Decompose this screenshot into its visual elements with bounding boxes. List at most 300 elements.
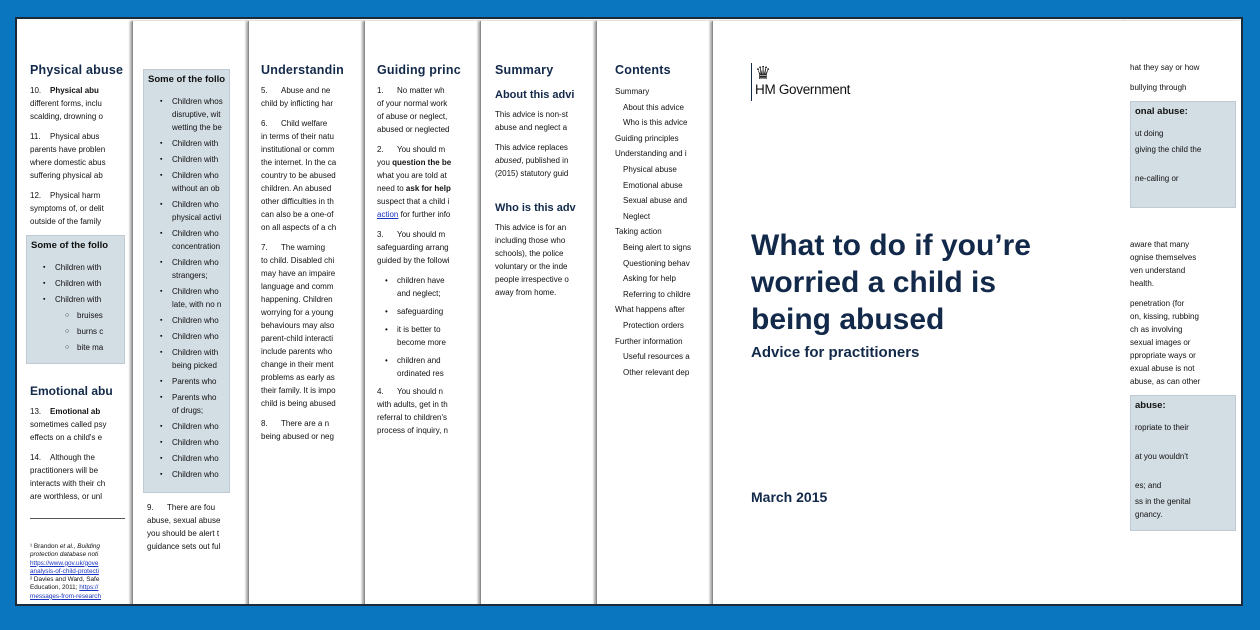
paragraph <box>1130 238 1236 290</box>
text-line: You should n <box>397 387 443 396</box>
text-line: health. <box>1130 279 1155 288</box>
highlight-box <box>1130 395 1236 531</box>
text-line: safeguarding arrang <box>377 243 449 252</box>
text-line: ▪ Children who <box>172 316 219 325</box>
text-line: ▪ Children with <box>55 295 102 304</box>
text-line: on, kissing, rubbing <box>1130 312 1199 321</box>
coat-of-arms-icon: ♛ <box>755 63 772 83</box>
bullet-item <box>377 305 461 318</box>
text-line: you should be alert t <box>147 529 220 538</box>
bullet-item <box>148 391 225 417</box>
text-line: of abuse or neglect, <box>377 112 448 121</box>
link[interactable]: action <box>377 210 399 219</box>
contents-entry[interactable]: Who is this advice <box>623 118 688 128</box>
highlight-box <box>26 235 125 364</box>
text-line: Abuse and ne <box>281 86 331 95</box>
bullet-item <box>1135 143 1231 169</box>
text-line <box>30 568 125 576</box>
highlight-box <box>1130 101 1236 208</box>
paragraph-number: 13. <box>30 407 42 416</box>
bullet-item <box>148 227 225 253</box>
paragraph <box>261 417 344 443</box>
text-line: wetting the be <box>172 123 222 132</box>
text-line: penetration (for <box>1130 299 1185 308</box>
text-line: ch as involving <box>1130 325 1183 334</box>
text-line <box>377 208 461 221</box>
text-segment: , published in <box>521 156 569 165</box>
link[interactable]: messages-from-research <box>30 592 102 600</box>
paragraph-number: 2. <box>377 145 384 154</box>
paragraph <box>1130 297 1236 388</box>
text-line: away from home. <box>495 288 557 297</box>
text-line: ▪ Children with <box>172 139 219 148</box>
bullet-item <box>1135 172 1231 198</box>
subsection-heading: Who is this adv <box>495 202 576 214</box>
text-line: This advice is non-st <box>495 110 568 119</box>
text-line: being picked <box>172 361 217 370</box>
link[interactable]: https://www.gov.uk/gove <box>30 559 99 567</box>
text-line <box>30 84 125 97</box>
title-line: worried a child is <box>751 266 997 299</box>
bullet-item <box>148 375 225 388</box>
bullet-item <box>377 323 461 349</box>
contents-entry[interactable]: Referring to childre <box>623 289 691 299</box>
text-line <box>377 385 461 398</box>
text-line: worrying for a young <box>261 308 334 317</box>
text-line: es; and <box>1135 481 1162 490</box>
text-line <box>377 143 461 156</box>
text-line <box>377 156 461 169</box>
paragraph-number: 1. <box>377 86 384 95</box>
paragraph <box>30 189 125 228</box>
text-line: their family. It is impo <box>261 386 336 395</box>
text-line: • children have <box>397 276 445 285</box>
logo-text: HM Government <box>755 82 851 97</box>
text-line: voluntary or the inde <box>495 262 568 271</box>
contents-entry[interactable]: Protection orders <box>623 320 684 330</box>
text-line: of your normal work <box>377 99 448 108</box>
text-line: ut doing <box>1135 129 1164 138</box>
text-line: including those who <box>495 236 566 245</box>
text-line: at you wouldn't <box>1135 452 1189 461</box>
section-heading: Physical abuse <box>30 63 124 77</box>
text-line: happening. Children <box>261 295 333 304</box>
text-line: ▪ Children who <box>172 200 219 209</box>
text-line: ▪ Children who <box>172 454 219 463</box>
text-line: outside of the family <box>30 217 102 226</box>
paragraph <box>495 221 576 299</box>
text-line: ropriate to their <box>1135 423 1189 432</box>
text-line <box>30 189 125 202</box>
text-line: and neglect; <box>397 289 441 298</box>
text-line: sometimes called psy <box>30 420 107 429</box>
bullet-item <box>148 137 225 150</box>
text-line: institutional or comm <box>261 145 335 154</box>
text-line: There are a n <box>281 419 330 428</box>
text-line: effects on a child's e <box>30 433 103 442</box>
text-line: country to be abused <box>261 171 336 180</box>
bullet-item <box>148 452 225 465</box>
contents-entry[interactable]: What happens after <box>615 305 685 315</box>
bullet-item <box>31 277 120 290</box>
text-line <box>261 417 344 430</box>
text-line <box>1135 185 1231 198</box>
text-line: ○ burns c <box>77 327 104 336</box>
paragraph <box>30 84 125 123</box>
text-line: aware that many <box>1130 240 1190 249</box>
paragraph-number: 9. <box>147 503 154 512</box>
text-line: ss in the genital <box>1135 497 1191 506</box>
text-line: ² Davies and Ward, Safe <box>30 576 100 584</box>
contents-entry[interactable]: Being alert to signs <box>623 242 692 252</box>
text-line <box>261 84 344 97</box>
contents-entry[interactable]: Neglect <box>623 211 651 221</box>
paragraph-number: 4. <box>377 387 384 396</box>
paragraph <box>495 141 576 180</box>
text-line: change in their ment <box>261 360 334 369</box>
text-line: abused or neglected <box>377 125 450 134</box>
page-summary <box>480 21 597 606</box>
bullet-item <box>148 169 225 195</box>
box-title: abuse: <box>1135 400 1166 411</box>
text-line: suffering physical ab <box>30 171 103 180</box>
text-line: include parents who <box>261 347 333 356</box>
text-line: ▪ Children with <box>55 279 102 288</box>
text-line <box>1135 434 1231 447</box>
text-segment: ¹ Brandon <box>30 543 60 550</box>
text-line: abuse, sexual abuse <box>147 516 221 525</box>
text-line: There are fou <box>167 503 216 512</box>
text-line: interacts with their ch <box>30 479 106 488</box>
box-title: Some of the follo <box>31 240 109 251</box>
text-line <box>495 154 576 167</box>
text-line: become more <box>397 338 446 347</box>
paragraph <box>1130 81 1236 94</box>
text-line: ven understand <box>1130 266 1186 275</box>
text-line: gnancy. <box>1135 510 1163 519</box>
bullet-item <box>148 153 225 166</box>
paragraph <box>1130 61 1236 74</box>
bullet-item <box>377 274 461 300</box>
page-sexual-abuse-partial <box>1125 21 1242 606</box>
bullet-item <box>148 468 225 481</box>
text-line: different forms, inclu <box>30 99 102 108</box>
text-line: with adults, get in th <box>377 400 448 409</box>
text-line: schools), the police <box>495 249 564 258</box>
document-subtitle: Advice for practitioners <box>751 344 920 361</box>
bullet-item <box>148 436 225 449</box>
paragraph <box>261 241 344 410</box>
link[interactable]: https:// <box>79 584 99 592</box>
text-line: parent-child interacti <box>261 334 334 343</box>
text-line: in terms of their natu <box>261 132 334 141</box>
contents-entry[interactable]: Sexual abuse and <box>623 196 688 206</box>
text-line <box>30 584 125 592</box>
paragraph <box>261 84 344 110</box>
text-line: guided by the followi <box>377 256 450 265</box>
title-line: being abused <box>751 303 945 336</box>
bullet-item <box>1135 479 1231 492</box>
bullet-item <box>1135 127 1231 140</box>
bullet-item <box>148 285 225 311</box>
text-line: referral to children's <box>377 413 447 422</box>
text-line <box>261 241 344 254</box>
text-line <box>50 407 100 416</box>
text-line: ▪ Children who <box>172 171 219 180</box>
text-line: suspect that a child i <box>377 197 450 206</box>
text-segment: et al., Building <box>59 543 100 550</box>
text-line: symptoms of, or delit <box>30 204 104 213</box>
bullet-item <box>1135 495 1231 521</box>
box-title: onal abuse: <box>1135 106 1188 117</box>
paragraph <box>377 84 461 136</box>
text-line: ognise themselves <box>1130 253 1197 262</box>
text-line <box>495 141 576 154</box>
text-line: ○ bite ma <box>77 343 104 352</box>
text-line: The warning <box>281 243 326 252</box>
contents-entry[interactable]: About this advice <box>623 102 684 112</box>
contents-entry[interactable]: Other relevant dep <box>623 367 690 377</box>
text-line: process of inquiry, n <box>377 426 448 435</box>
footnote-divider <box>30 518 125 519</box>
text-line: without an ob <box>172 184 220 193</box>
paragraph-number: 10. <box>30 86 42 95</box>
link[interactable]: analysis-of-child-protecti <box>30 567 99 575</box>
page-signs-of-abuse <box>132 21 249 606</box>
contents-entry[interactable]: Useful resources a <box>623 352 690 362</box>
contents-entry[interactable]: Summary <box>615 87 650 96</box>
text-line: other difficulties in th <box>261 197 334 206</box>
text-line <box>377 228 461 241</box>
footnotes <box>30 543 125 601</box>
text-line <box>50 86 99 95</box>
text-line: abuse, as can other <box>1130 377 1201 386</box>
bullet-item <box>148 314 225 327</box>
text-line: ▪ Children who <box>172 470 219 479</box>
text-line: the internet. In the ca <box>261 158 337 167</box>
paragraph <box>261 117 344 234</box>
text-line: parents have problen <box>30 145 106 154</box>
text-line: being abused or neg <box>261 432 334 441</box>
text-line: disruptive, wit <box>172 110 221 119</box>
text-line: child by inflicting har <box>261 99 334 108</box>
text-line: ▪ Children who <box>172 287 219 296</box>
hm-government-logo <box>751 63 850 101</box>
text-segment: ask for help <box>405 184 451 193</box>
text-line: strangers; <box>172 271 208 280</box>
text-segment: you <box>377 158 393 167</box>
paragraph-number: 8. <box>261 419 268 428</box>
page-understanding-abuse <box>248 21 365 606</box>
page-contents <box>596 21 713 606</box>
text-line <box>147 501 230 514</box>
document-page-montage <box>15 17 1243 606</box>
text-line: practitioners will be <box>30 466 99 475</box>
paragraph <box>377 228 461 267</box>
section-heading: Contents <box>615 63 671 77</box>
text-line: ▪ Children who <box>172 229 219 238</box>
page-guiding-principles <box>364 21 481 606</box>
contents-entry[interactable]: Emotional abuse <box>623 180 683 190</box>
text-line: physical activi <box>172 213 222 222</box>
contents-entry[interactable]: Further information <box>615 336 683 346</box>
box-title: Some of the follo <box>148 74 226 85</box>
text-segment: for further info <box>398 210 451 219</box>
text-line: exual abuse is not <box>1130 364 1195 373</box>
text-line <box>30 543 125 551</box>
text-line: ▪ Children with <box>172 348 219 357</box>
text-line: abuse and neglect a <box>495 123 568 132</box>
bullet-item <box>148 330 225 343</box>
text-line: giving the child the <box>1135 145 1202 154</box>
text-line: bullying through <box>1130 83 1187 92</box>
text-line: • children and <box>397 356 441 365</box>
text-line <box>30 551 125 559</box>
text-line: This advice is for an <box>495 223 567 232</box>
highlight-box <box>143 69 230 493</box>
bullet-item <box>377 354 461 380</box>
text-segment: Emotional ab <box>50 407 101 416</box>
text-line: on all aspects of a ch <box>261 223 337 232</box>
paragraph-number: 6. <box>261 119 268 128</box>
text-line: language and comm <box>261 282 334 291</box>
text-line: behaviours may also <box>261 321 335 330</box>
text-line <box>30 593 125 601</box>
bullet-item <box>31 325 120 338</box>
bullet-item <box>148 95 225 134</box>
text-line: what you are told at <box>377 171 447 180</box>
text-line: • safeguarding <box>397 307 444 316</box>
contents-entry[interactable]: Understanding and i <box>615 149 687 159</box>
text-line: ▪ Parents who <box>172 377 217 386</box>
text-line: ordinated res <box>397 369 444 378</box>
text-line: people irrespective o <box>495 275 569 284</box>
text-line: children. An abused <box>261 184 332 193</box>
text-line: ▪ Children who <box>172 258 219 267</box>
text-line: ppropriate ways or <box>1130 351 1196 360</box>
text-line <box>30 560 125 568</box>
text-line <box>30 405 125 418</box>
bullet-item <box>31 293 120 306</box>
text-line: where domestic abus <box>30 158 106 167</box>
paragraph <box>30 405 125 444</box>
contents-entry[interactable]: Taking action <box>615 227 662 237</box>
paragraph-number: 5. <box>261 86 268 95</box>
text-line: ▪ Children who <box>172 422 219 431</box>
paragraph <box>377 385 461 437</box>
text-line: You should m <box>397 145 446 154</box>
text-line: No matter wh <box>397 86 445 95</box>
text-line: ▪ Children who <box>172 438 219 447</box>
title-line: What to do if you’re <box>751 229 1031 262</box>
text-line <box>1135 463 1231 476</box>
text-line: Physical harm <box>50 191 101 200</box>
text-line <box>261 117 344 130</box>
paragraph <box>30 130 125 182</box>
text-line <box>377 84 461 97</box>
paragraph-number: 11. <box>30 132 41 141</box>
bullet-item <box>148 420 225 433</box>
text-line: • it is better to <box>397 325 441 334</box>
text-line: late, with no n <box>172 300 222 309</box>
paragraph <box>377 143 461 221</box>
text-line: ▪ Children with <box>172 155 219 164</box>
bullet-item <box>148 256 225 282</box>
bullet-item <box>148 346 225 372</box>
contents-entry[interactable]: Guiding principles <box>615 133 679 143</box>
bullet-item <box>31 261 120 274</box>
paragraph-number: 12. <box>30 191 42 200</box>
bullet-item <box>1135 450 1231 476</box>
text-line: concentration <box>172 242 221 251</box>
contents-entry[interactable]: Questioning behav <box>623 258 690 268</box>
page-physical-abuse <box>20 21 132 606</box>
paragraph-number: 3. <box>377 230 384 239</box>
contents-entry[interactable]: Physical abuse <box>623 164 677 174</box>
document-title <box>751 227 1031 338</box>
text-line <box>377 182 461 195</box>
contents-entry[interactable]: Asking for help <box>623 274 676 284</box>
section-heading: Summary <box>495 63 554 77</box>
text-line <box>30 451 125 464</box>
text-segment: This advice replaces <box>495 143 568 152</box>
text-line: sexual images or <box>1130 338 1191 347</box>
section-heading: Understandin <box>261 63 344 77</box>
text-line <box>30 130 125 143</box>
text-line: hat they say or how <box>1130 63 1200 72</box>
text-segment: question the be <box>392 158 452 167</box>
text-line: may have an impaire <box>261 269 336 278</box>
text-segment: Education, 2011; <box>30 584 80 592</box>
subsection-heading: Emotional abu <box>30 384 113 398</box>
text-line: child is being abused <box>261 399 336 408</box>
text-line: (2015) statutory guid <box>495 169 569 178</box>
text-line: guidance sets out ful <box>147 542 221 551</box>
text-segment: abused <box>495 156 522 165</box>
section-heading: Guiding princ <box>377 63 461 77</box>
text-line: problems as early as <box>261 373 335 382</box>
text-line: to child. Disabled chi <box>261 256 335 265</box>
text-segment: Physical abu <box>50 86 99 95</box>
paragraph <box>147 501 230 553</box>
bullet-item <box>31 309 120 322</box>
text-line: ○ bruises <box>77 311 103 320</box>
text-line: ▪ Children whos <box>172 97 223 106</box>
cover-page <box>712 21 1126 606</box>
bullet-item <box>148 198 225 224</box>
text-line: You should m <box>397 230 446 239</box>
bullet-item <box>31 341 120 354</box>
text-line: scalding, drowning o <box>30 112 103 121</box>
text-line: Although the <box>50 453 95 462</box>
text-line: can also be a one-of <box>261 210 334 219</box>
text-line: ▪ Children with <box>55 263 102 272</box>
paragraph-number: 14. <box>30 453 42 462</box>
text-segment: protection database noti <box>30 551 99 559</box>
text-line <box>1135 156 1231 169</box>
paragraph-number: 7. <box>261 243 268 252</box>
text-line: Physical abus <box>50 132 100 141</box>
bullet-item <box>1135 421 1231 447</box>
subsection-heading: About this advi <box>495 89 575 101</box>
text-line: Child welfare <box>281 119 328 128</box>
text-line: ▪ Children who <box>172 332 219 341</box>
paragraph <box>495 108 576 134</box>
text-segment: need to <box>377 184 406 193</box>
paragraph <box>30 451 125 503</box>
text-line: ne-calling or <box>1135 174 1179 183</box>
publication-date: March 2015 <box>751 489 828 505</box>
